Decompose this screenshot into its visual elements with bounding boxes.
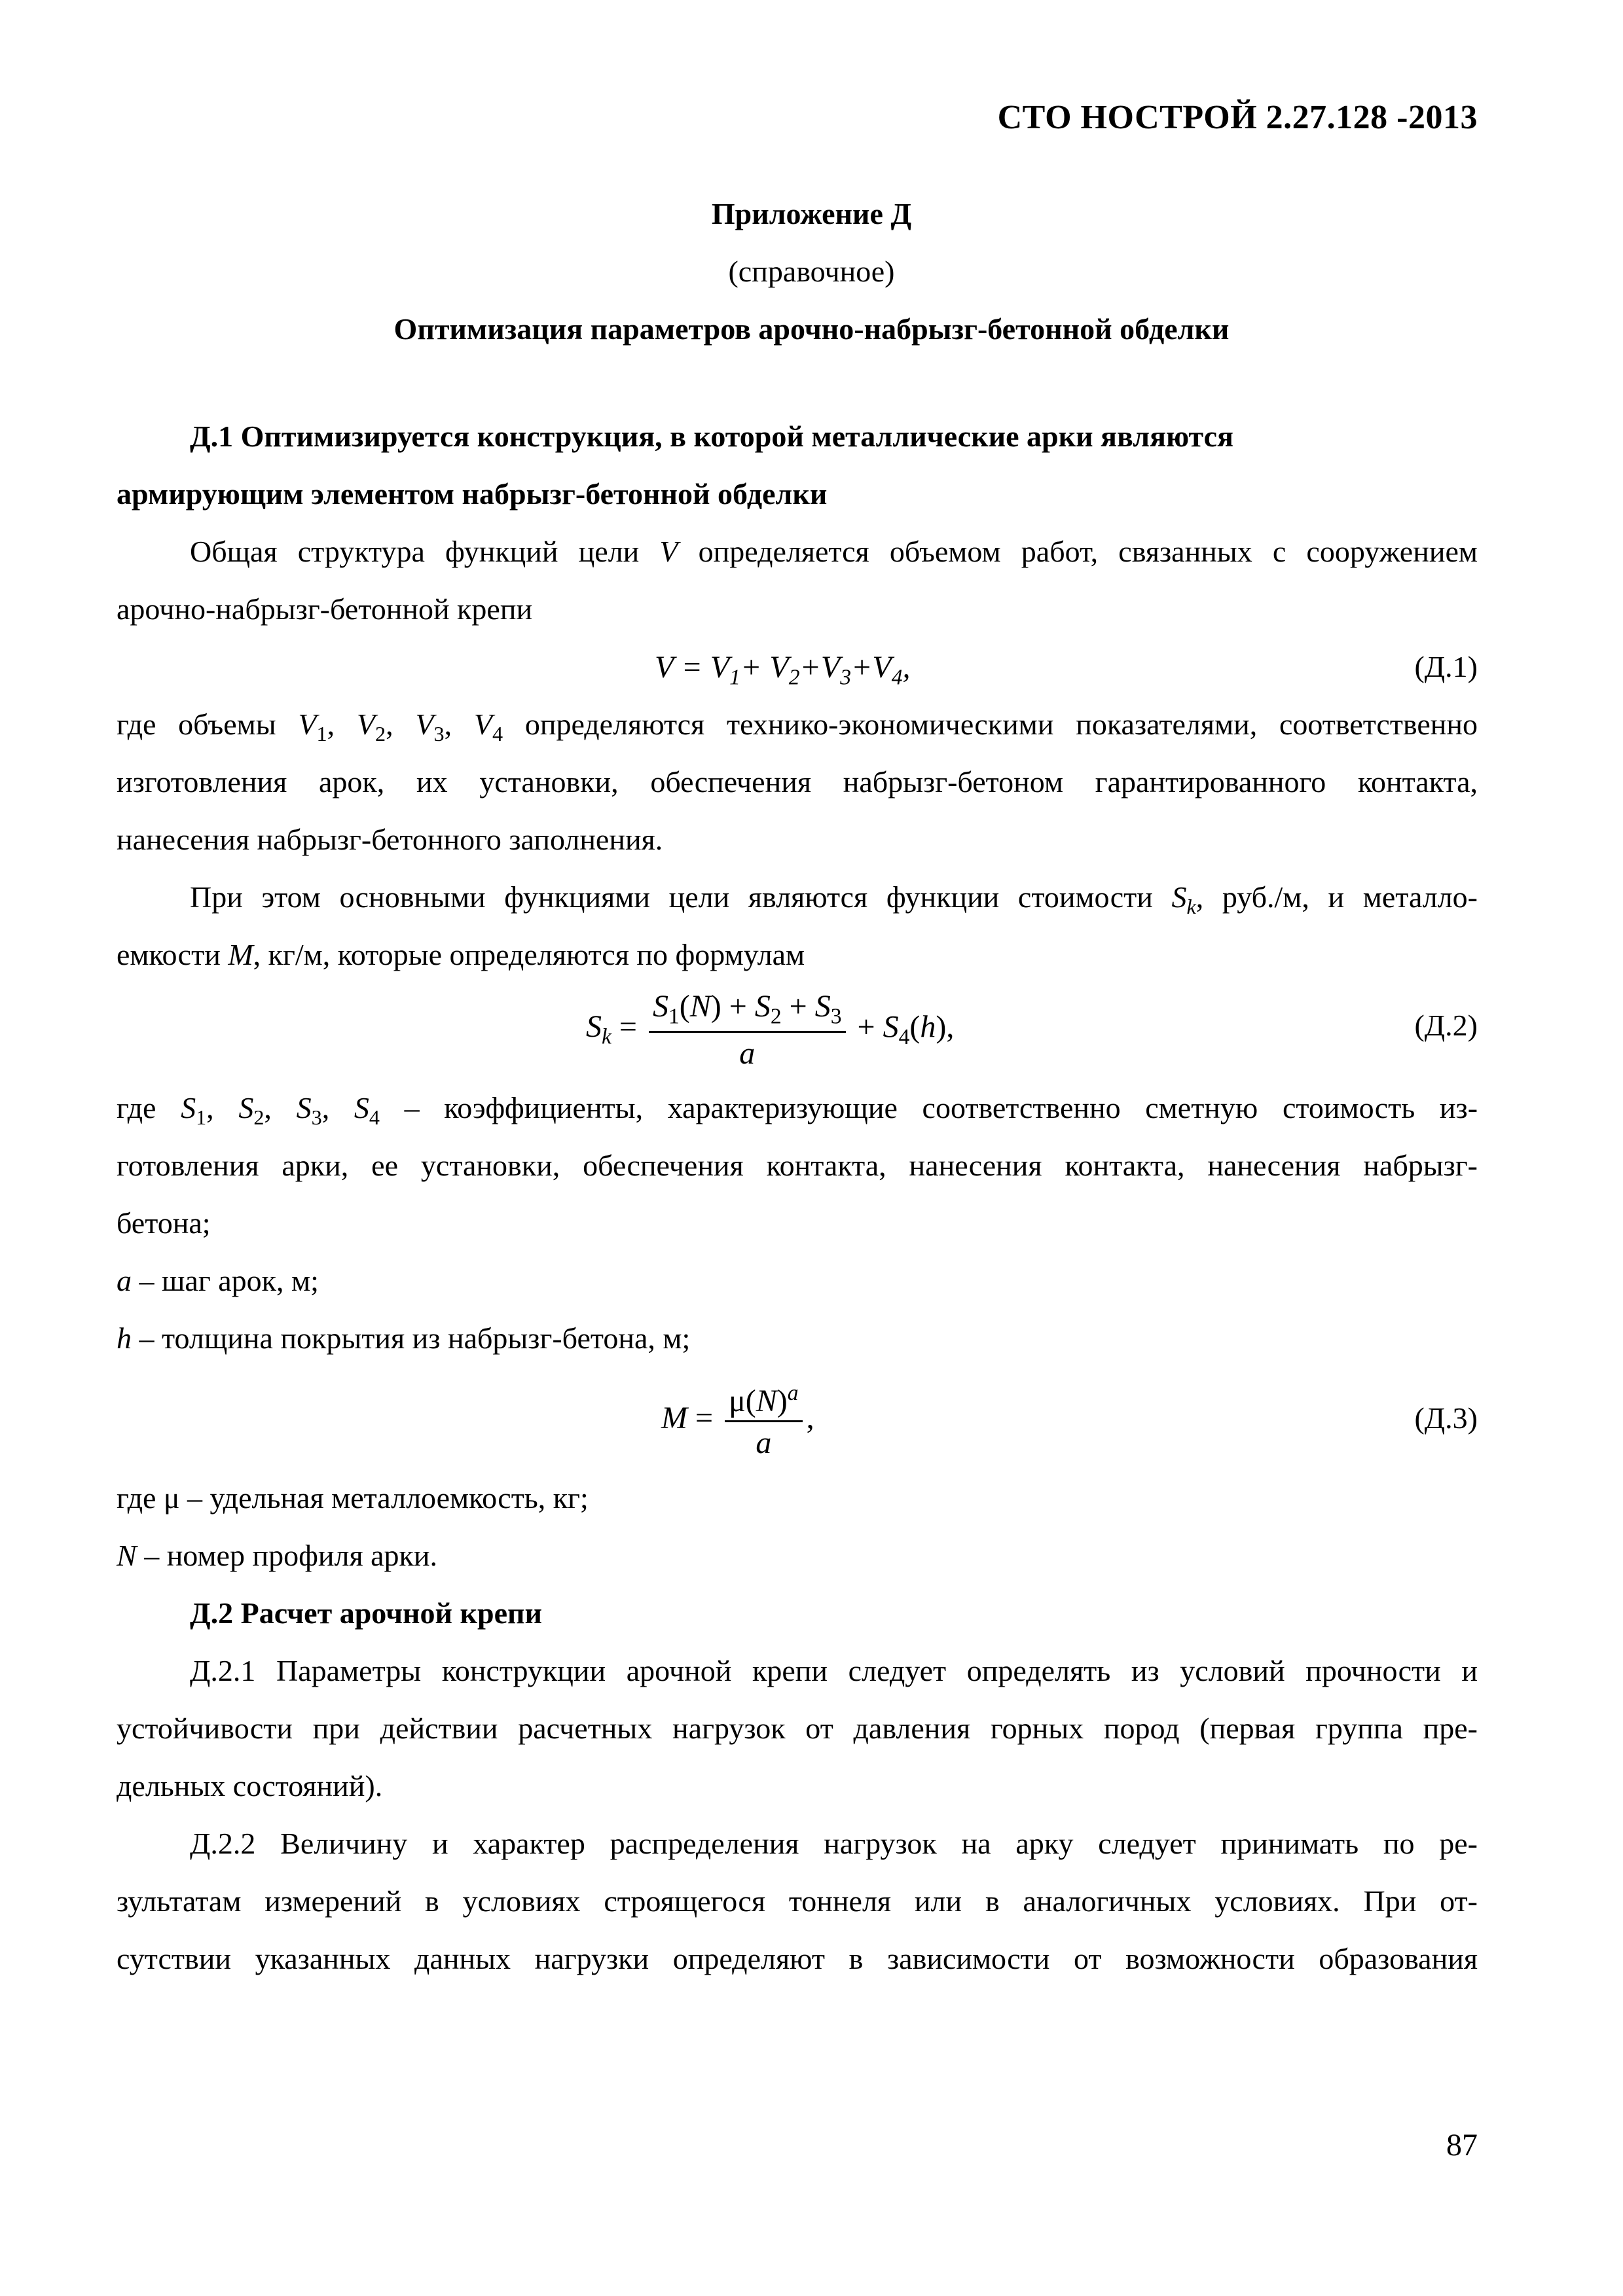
definition-h: h – толщина покрытия из набрызг-бетона, м; bbox=[117, 1321, 691, 1355]
section-d2-heading: Д.2 Расчет арочной крепи bbox=[190, 1596, 543, 1630]
appendix-title: Приложение Д bbox=[711, 197, 912, 230]
definition-n: N – номер профиля арки. bbox=[117, 1539, 437, 1572]
section-d1-heading-cont: армирующим элементом набрызг-бетонной обделки bbox=[117, 477, 828, 511]
document-code: СТО НОСТРОЙ 2.27.128 -2013 bbox=[997, 99, 1478, 136]
equation-number-d1: (Д.1) bbox=[1414, 650, 1478, 683]
paragraph-line: сутствии указанных данных нагрузки определяют в зависимости от возможности образования bbox=[117, 1942, 1478, 1975]
paragraph-line: дельных состояний). bbox=[117, 1769, 383, 1803]
paragraph-line: Д.2.2 Величину и характер распределения нагрузок на арку следует принимать по ре- bbox=[190, 1827, 1478, 1860]
paragraph-line: устойчивости при действии расчетных нагрузок от давления горных пород (первая группа пре- bbox=[117, 1712, 1478, 1745]
appendix-subject: Оптимизация параметров арочно-набрызг-бетонной обделки bbox=[393, 312, 1230, 346]
paragraph-line: нанесения набрызг-бетонного заполнения. bbox=[117, 823, 663, 856]
paragraph-line: где $S_1$, $S_2$, $S_3$, $S_4$ – коэффициенты, характеризующие соответственно сметную стоимость из- bbox=[117, 1091, 1478, 1130]
section-d1-heading: Д.1 Оптимизируется конструкция, в которой металлические арки являются bbox=[190, 420, 1233, 453]
equation-number-d2: (Д.2) bbox=[1414, 1009, 1478, 1042]
paragraph-line: При этом основными функциями цели являются функции стоимости $S_k$, руб./м, и металло- bbox=[190, 880, 1478, 919]
definition-mu: где μ – удельная металлоемкость, кг; bbox=[117, 1481, 589, 1515]
equation-number-d3: (Д.3) bbox=[1414, 1401, 1478, 1435]
paragraph-line: арочно-набрызг-бетонной крепи bbox=[117, 592, 533, 626]
paragraph-line: где объемы $V_1$, $V_2$, $V_3$, $V_4$ определяются технико-экономическими показателями, соответственно bbox=[117, 708, 1478, 746]
appendix-kind: (справочное) bbox=[728, 255, 895, 288]
paragraph-line: готовления арки, ее установки, обеспечения контакта, нанесения контакта, нанесения набрызг- bbox=[117, 1149, 1478, 1182]
formula-d3: M = $\frac{\mu(N)^a}{a}$ , bbox=[661, 1381, 814, 1460]
paragraph-line: бетона; bbox=[117, 1206, 211, 1240]
paragraph-line: Д.2.1 Параметры конструкции арочной крепи следует определять из условий прочности и bbox=[190, 1654, 1478, 1687]
paragraph-line: изготовления арок, их установки, обеспечения набрызг-бетоном гарантированного контакта, bbox=[117, 765, 1478, 798]
page-number: 87 bbox=[1446, 2128, 1478, 2162]
paragraph-line: емкости M, кг/м, которые определяются по формулам bbox=[117, 938, 805, 971]
paragraph-line: зультатам измерений в условиях строящегося тоннеля или в аналогичных условиях. При от- bbox=[117, 1884, 1478, 1918]
paragraph-line: Общая структура функций цели V определяется объемом работ, связанных с сооружением bbox=[190, 535, 1478, 568]
formula-d2: $S_k$ = $\frac{S_1(N) + S_2 + S_3}{a}$ + $S_4(h)$, bbox=[586, 989, 955, 1071]
formula-d1: $V = V_1+ V_2+V_3+V_4$, bbox=[655, 650, 911, 690]
definition-a: a – шаг арок, м; bbox=[117, 1264, 319, 1297]
